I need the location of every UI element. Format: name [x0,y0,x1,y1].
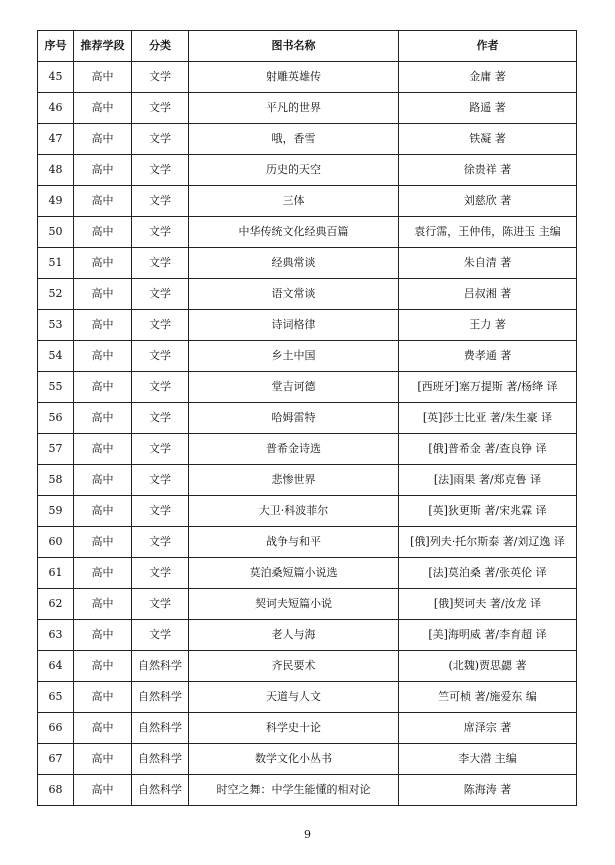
cell-category: 文学 [132,155,189,186]
table-row [38,248,577,279]
table-row [38,713,577,744]
cell-stage: 高中 [74,248,132,279]
page-number: 9 [304,828,311,841]
table-row [38,496,577,527]
cell-stage: 高中 [74,682,132,713]
cell-stage: 高中 [74,744,132,775]
cell-category: 文学 [132,341,189,372]
cell-category: 自然科学 [132,775,189,806]
cell-author: [法]雨果 著/郑克鲁 译 [399,465,577,496]
cell-category: 文学 [132,589,189,620]
cell-title: 射雕英雄传 [189,62,399,93]
cell-category: 文学 [132,279,189,310]
cell-category: 文学 [132,62,189,93]
cell-no: 56 [38,403,74,434]
cell-stage: 高中 [74,434,132,465]
header-no: 序号 [38,31,74,62]
cell-title: 诗词格律 [189,310,399,341]
cell-title: 悲惨世界 [189,465,399,496]
cell-no: 49 [38,186,74,217]
cell-category: 自然科学 [132,744,189,775]
table-row [38,186,577,217]
cell-stage: 高中 [74,589,132,620]
cell-category: 自然科学 [132,682,189,713]
cell-category: 文学 [132,93,189,124]
cell-category: 文学 [132,527,189,558]
cell-category: 文学 [132,620,189,651]
cell-category: 文学 [132,248,189,279]
cell-title: 科学史十论 [189,713,399,744]
cell-no: 60 [38,527,74,558]
cell-author: [西班牙]塞万提斯 著/杨绛 译 [399,372,577,403]
cell-category: 文学 [132,217,189,248]
cell-title: 莫泊桑短篇小说选 [189,558,399,589]
cell-author: [俄]普希金 著/查良铮 译 [399,434,577,465]
cell-stage: 高中 [74,217,132,248]
cell-no: 63 [38,620,74,651]
cell-author: 吕叔湘 著 [399,279,577,310]
cell-author: 徐贵祥 著 [399,155,577,186]
cell-author: [法]莫泊桑 著/张英伦 译 [399,558,577,589]
cell-author: [俄]列夫·托尔斯泰 著/刘辽逸 译 [399,527,577,558]
cell-title: 数学文化小丛书 [189,744,399,775]
table-row [38,589,577,620]
cell-category: 文学 [132,403,189,434]
table-row [38,558,577,589]
cell-no: 64 [38,651,74,682]
header-category: 分类 [132,31,189,62]
table-row [38,93,577,124]
cell-stage: 高中 [74,713,132,744]
cell-title: 乡土中国 [189,341,399,372]
cell-author: [英]莎士比亚 著/朱生豪 译 [399,403,577,434]
header-title: 图书名称 [189,31,399,62]
cell-no: 45 [38,62,74,93]
cell-author: (北魏)贾思勰 著 [399,651,577,682]
cell-stage: 高中 [74,155,132,186]
table-row [38,403,577,434]
cell-title: 哈姆雷特 [189,403,399,434]
cell-title: 老人与海 [189,620,399,651]
cell-author: 金庸 著 [399,62,577,93]
table-row [38,620,577,651]
cell-title: 普希金诗选 [189,434,399,465]
cell-category: 文学 [132,186,189,217]
table-row [38,341,577,372]
cell-author: 路遥 著 [399,93,577,124]
cell-category: 文学 [132,310,189,341]
table-row [38,682,577,713]
table-row [38,434,577,465]
table-row [38,775,577,806]
cell-no: 51 [38,248,74,279]
cell-title: 经典常谈 [189,248,399,279]
table-row [38,124,577,155]
cell-author: 朱自清 著 [399,248,577,279]
cell-category: 文学 [132,372,189,403]
table-row [38,527,577,558]
cell-author: 席泽宗 著 [399,713,577,744]
table-row [38,217,577,248]
cell-no: 54 [38,341,74,372]
table-header [38,31,577,62]
book-list-table [37,30,577,806]
cell-author: 李大潜 主编 [399,744,577,775]
cell-no: 59 [38,496,74,527]
table-row [38,279,577,310]
table-row [38,651,577,682]
cell-author: [美]海明威 著/李育超 译 [399,620,577,651]
cell-title: 战争与和平 [189,527,399,558]
cell-no: 55 [38,372,74,403]
cell-stage: 高中 [74,310,132,341]
cell-no: 48 [38,155,74,186]
table-body [38,62,577,806]
table-row [38,310,577,341]
cell-no: 47 [38,124,74,155]
cell-stage: 高中 [74,527,132,558]
cell-author: 刘慈欣 著 [399,186,577,217]
cell-stage: 高中 [74,186,132,217]
cell-author: 陈海涛 著 [399,775,577,806]
cell-category: 文学 [132,558,189,589]
cell-title: 哦，香雪 [189,124,399,155]
cell-category: 自然科学 [132,713,189,744]
cell-stage: 高中 [74,775,132,806]
cell-stage: 高中 [74,372,132,403]
table-row [38,62,577,93]
cell-stage: 高中 [74,620,132,651]
cell-no: 68 [38,775,74,806]
cell-title: 天道与人文 [189,682,399,713]
cell-stage: 高中 [74,465,132,496]
cell-author: [英]狄更斯 著/宋兆霖 译 [399,496,577,527]
cell-category: 自然科学 [132,651,189,682]
cell-no: 53 [38,310,74,341]
cell-no: 66 [38,713,74,744]
cell-category: 文学 [132,124,189,155]
cell-stage: 高中 [74,279,132,310]
cell-stage: 高中 [74,124,132,155]
cell-category: 文学 [132,434,189,465]
cell-author: 竺可桢 著/施爱东 编 [399,682,577,713]
header-stage: 推荐学段 [74,31,132,62]
cell-stage: 高中 [74,341,132,372]
cell-title: 历史的天空 [189,155,399,186]
header-row [38,31,577,62]
cell-author: 铁凝 著 [399,124,577,155]
cell-stage: 高中 [74,403,132,434]
table-row [38,744,577,775]
table-row [38,372,577,403]
cell-no: 67 [38,744,74,775]
cell-title: 时空之舞：中学生能懂的相对论 [189,775,399,806]
cell-author: 袁行霈，王仲伟，陈进玉 主编 [399,217,577,248]
cell-no: 58 [38,465,74,496]
cell-category: 文学 [132,496,189,527]
cell-no: 52 [38,279,74,310]
cell-no: 61 [38,558,74,589]
cell-stage: 高中 [74,62,132,93]
cell-title: 平凡的世界 [189,93,399,124]
cell-author: 费孝通 著 [399,341,577,372]
cell-title: 堂吉诃德 [189,372,399,403]
cell-title: 齐民要术 [189,651,399,682]
cell-no: 57 [38,434,74,465]
cell-category: 文学 [132,465,189,496]
cell-title: 中华传统文化经典百篇 [189,217,399,248]
cell-stage: 高中 [74,651,132,682]
cell-author: 王力 著 [399,310,577,341]
cell-title: 大卫·科波菲尔 [189,496,399,527]
header-author: 作者 [399,31,577,62]
cell-no: 62 [38,589,74,620]
cell-title: 契诃夫短篇小说 [189,589,399,620]
cell-stage: 高中 [74,558,132,589]
cell-no: 46 [38,93,74,124]
cell-title: 三体 [189,186,399,217]
cell-stage: 高中 [74,496,132,527]
table-row [38,155,577,186]
cell-no: 65 [38,682,74,713]
cell-title: 语文常谈 [189,279,399,310]
cell-stage: 高中 [74,93,132,124]
cell-no: 50 [38,217,74,248]
cell-author: [俄]契诃夫 著/汝龙 译 [399,589,577,620]
table-row [38,465,577,496]
